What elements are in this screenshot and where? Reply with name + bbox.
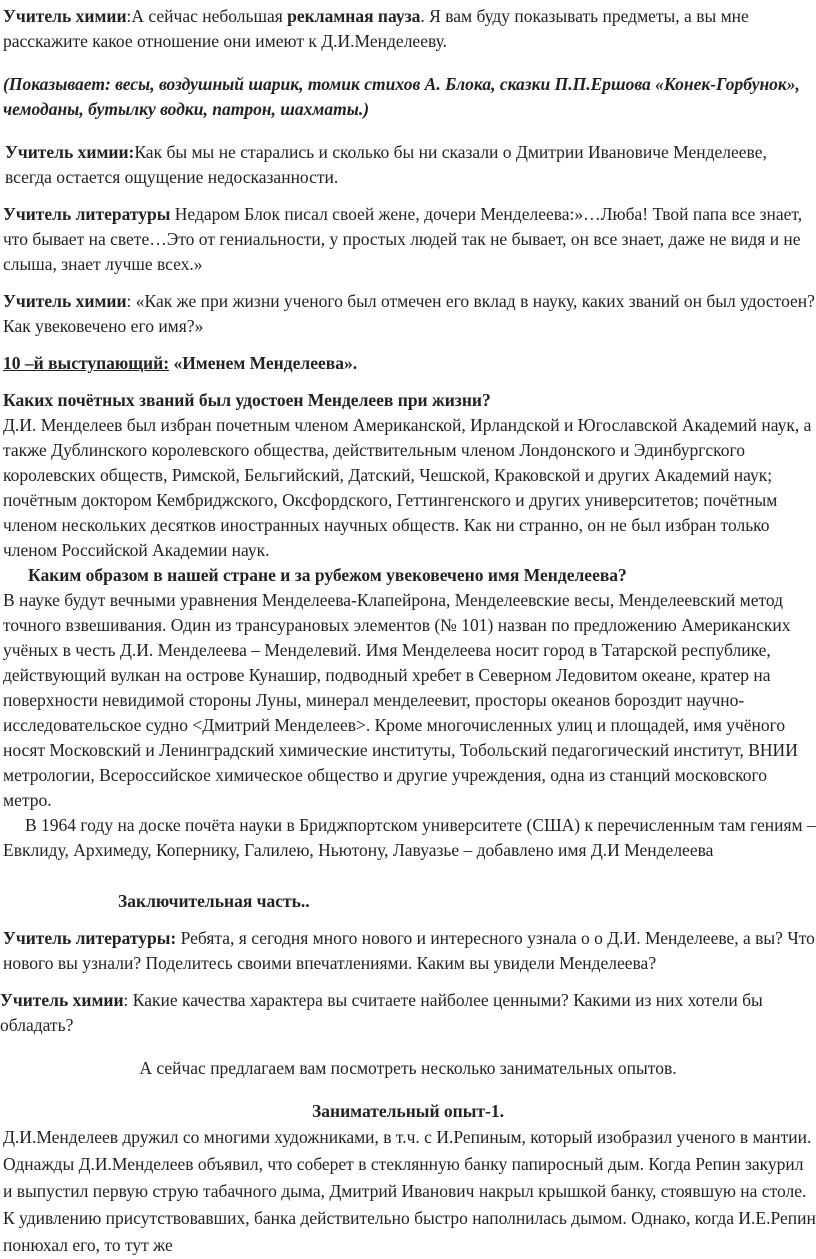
question-2: Каким образом в нашей стране и за рубежом увековечено имя Менделеева? [28,565,627,585]
bridgeport-paragraph: В 1964 году на доске почёта науки в Бриджпортском университете (США) к перечисленным там гениям – Евклиду, Архимеду, Копернику, Галилею, Ньютону, Лавуазье – добавлено имя Д.И Менделеева [3,815,816,860]
lit-teacher-remark-1 [0,202,816,277]
stage-direction: (Показывает: весы, воздушный шарик, томик стихов А. Блока, сказки П.П.Ершова «Конек-Горбунок», чемоданы, бутылку водки, патрон, шахматы.) [3,74,800,119]
remark-text: Как бы мы не старались и сколько бы ни сказали о Дмитрии Ивановиче Менделееве, всегда остается ощущение недосказанности. [5,142,767,187]
experiment-1-text: Д.И.Менделеев дружил со многими художниками, в т.ч. с И.Репиным, который изобразил ученого в мантии. Однажды Д.И.Менделеев объявил, что соберет в стеклянную банку папиросный дым. Когда Репин закурил и выпустил первую струю табачного дыма, Дмитрий Иванович накрыл крышкой банку, стоявшую на столе. К удивлению присутствовавших, банка действительно быстро наполнилась дымом. Однако, когда И.Е.Репин понюхал его, то тут же [3,1127,816,1255]
chem-teacher-remark-1 [0,140,816,190]
intro-text-a: :А сейчас небольшая [126,6,288,26]
speaker-label: Учитель химии [3,291,127,311]
intro-paragraph [0,4,816,54]
speaker-label: 10 –й выступающий: [3,353,170,373]
speaker-label: Учитель химии [3,6,127,26]
chem-teacher-remark-2 [0,289,816,339]
ad-pause-term: рекламная пауза [287,6,421,26]
experiment-1-heading: Занимательный опыт-1. [312,1101,504,1121]
remark-text: : Какие качества характера вы считаете найболее ценными? Какими из них хотели бы обладать? [0,990,763,1035]
remark-text: Недаром Блок писал своей жене, дочери Менделеева:»…Люба! Твой папа все знает, что бывает на свете…Это от гениальности, у простых людей так не бывает, он все знает, даже не видя и не слыша, знает лучше всех.» [3,204,803,274]
remark-text: : «Как же при жизни ученого был отмечен его вклад в науку, каких званий он был удостоен? Как увековечено его имя?» [3,291,815,336]
intro-text-b: . Я вам буду показывать предметы, а вы мне расскажите какое отношение они имеют к Д.И.Менделееву. [3,6,749,51]
final-part-heading: Заключительная часть.. [118,891,310,911]
speaker-label: Учитель химии [0,990,124,1010]
lit-teacher-remark-2 [0,926,816,976]
question-1: Каких почётных званий был удостоен Менделеев при жизни? [3,390,491,410]
section-title: «Именем Менделеева». [169,353,358,373]
document-page [0,4,816,1259]
answer-2: В науке будут вечными уравнения Менделеева-Клапейрона, Менделеевские весы, Менделеевский метод точного взвешивания. Один из трансурановых элементов (№ 101) назван по предложению Американских учёных в честь Д.И. Менделеева – Менделевий. Имя Менделеева носит город в Татарской республике, действующий вулкан на острове Кунашир, подводный хребет в Северном Ледовитом океане, кратер на поверхности невидимой стороны Луны, минерал менделеевит, просторы океанов бороздит научно- исследовательское судно <Дмитрий Менделеев>. Кроме многочисленных улиц и площадей, имя учёного носят Московский и Ленинградский химические институты, Тобольский педагогический институт, ВНИИ метрологии, Всероссийское химическое общество и другие учреждения, одна из станций московского метро. [3,590,798,810]
speaker-label: Учитель литературы [3,204,171,224]
experiments-offer: А сейчас предлагаем вам посмотреть несколько занимательных опытов. [139,1058,677,1078]
speaker-10-heading [0,351,816,376]
speaker-label: Учитель химии: [5,142,135,162]
speaker-label: Учитель литературы: [3,928,177,948]
remark-text: Ребята, я сегодня много нового и интересного узнала о о Д.И. Менделееве, а вы? Что нового вы узнали? Поделитесь своими впечатлениями. Каким вы увидели Менделеева? [3,928,815,973]
chem-teacher-remark-3 [0,988,816,1038]
answer-1: Д.И. Менделеев был избран почетным членом Американской, Ирландской и Югославской Академий наук, а также Дублинского королевского общества, действительным членом Лондонского и Эдинбургского королевских обществ, Римской, Бельгийский, Датский, Чешской, Краковской и других Академий наук; почётным доктором Кембриджского, Оксфордского, Геттингенского и других университетов; почётным членом нескольких десятков иностранных научных обществ. Как ни странно, он не был избран только членом Российской Академии наук. [3,415,812,560]
